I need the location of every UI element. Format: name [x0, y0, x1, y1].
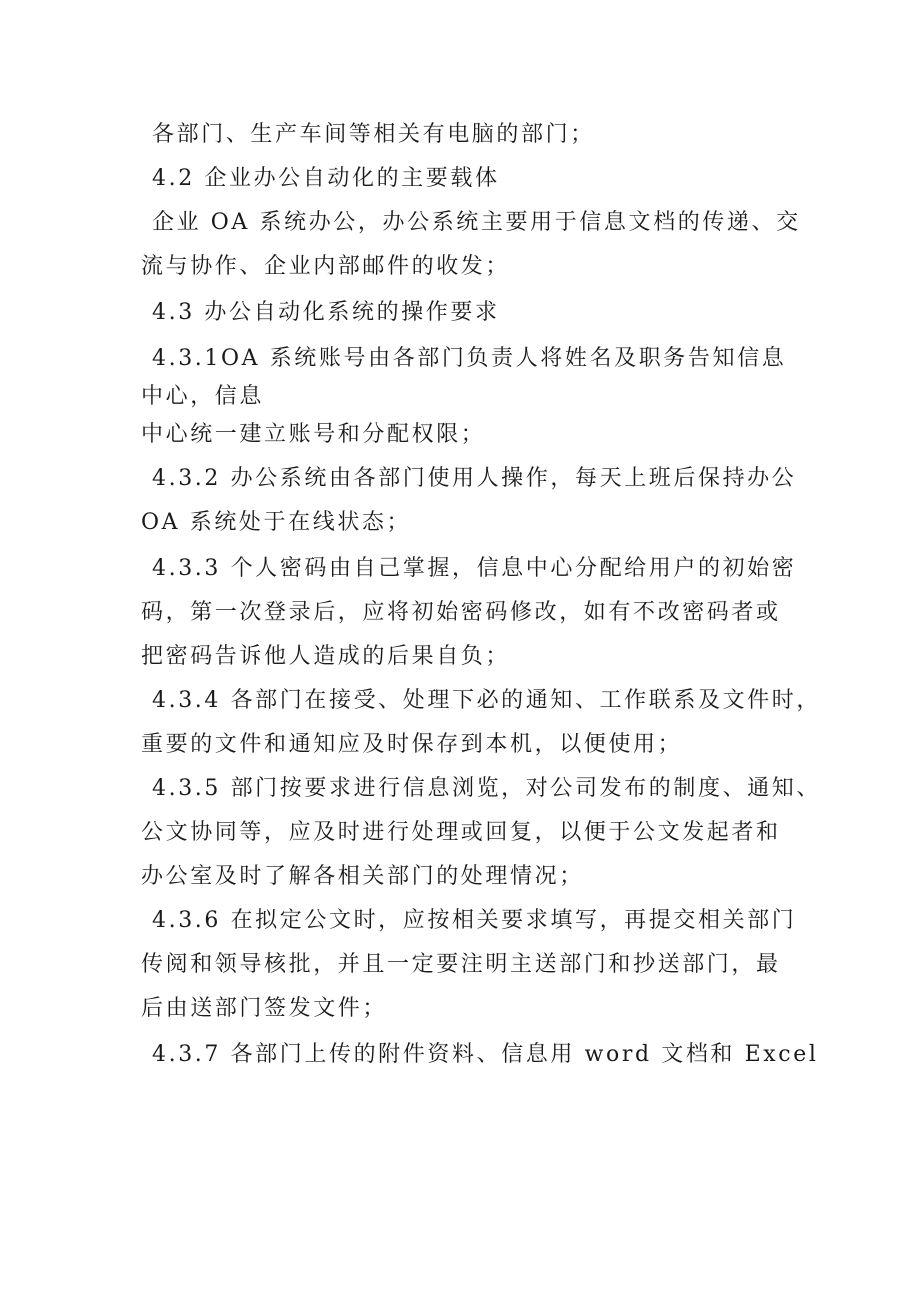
text-line: 4.3.2 办公系统由各部门使用人操作，每天上班后保持办公 [152, 466, 797, 491]
text-line: 办公室及时了解各相关部门的处理情况； [141, 864, 584, 889]
text-line: 把密码告诉他人造成的后果自负； [141, 644, 511, 669]
section-heading-4-3: 4.3 办公自动化系统的操作要求 [152, 300, 500, 325]
section-heading-4-2: 4.2 企业办公自动化的主要载体 [152, 166, 500, 191]
text-line: 4.3.6 在拟定公文时，应按相关要求填写，再提交相关部门 [152, 908, 797, 933]
text-line: 4.3.4 各部门在接受、处理下必的通知、工作联系及文件时， [152, 688, 821, 713]
text-line: 码，第一次登录后，应将初始密码修改，如有不改密码者或 [141, 600, 781, 625]
text-line: 4.3.3 个人密码由自己掌握，信息中心分配给用户的初始密 [152, 556, 797, 581]
text-line: 4.3.7 各部门上传的附件资料、信息用 word 文档和 Excel [152, 1042, 819, 1067]
text-line: 4.3.5 部门按要求进行信息浏览，对公司发布的制度、通知、 [152, 776, 821, 801]
text-line: 中心，信息 [141, 384, 265, 409]
text-line: 各部门、生产车间等相关有电脑的部门； [152, 122, 595, 147]
text-line: 传阅和领导核批，并且一定要注明主送部门和抄送部门，最 [141, 952, 781, 977]
text-line: 公文协同等，应及时进行处理或回复，以便于公文发起者和 [141, 820, 781, 845]
text-line: 流与协作、企业内部邮件的收发； [141, 254, 511, 279]
text-line: 4.3.1OA 系统账号由各部门负责人将姓名及职务告知信息 [152, 346, 787, 371]
text-line: OA 系统处于在线状态； [141, 510, 412, 535]
text-line: 企业 OA 系统办公，办公系统主要用于信息文档的传递、交 [152, 210, 801, 235]
document-body [141, 116, 821, 1074]
text-line: 重要的文件和通知应及时保存到本机，以便使用； [141, 732, 683, 757]
text-line: 后由送部门签发文件； [141, 996, 388, 1021]
text-line: 中心统一建立账号和分配权限； [141, 422, 486, 447]
